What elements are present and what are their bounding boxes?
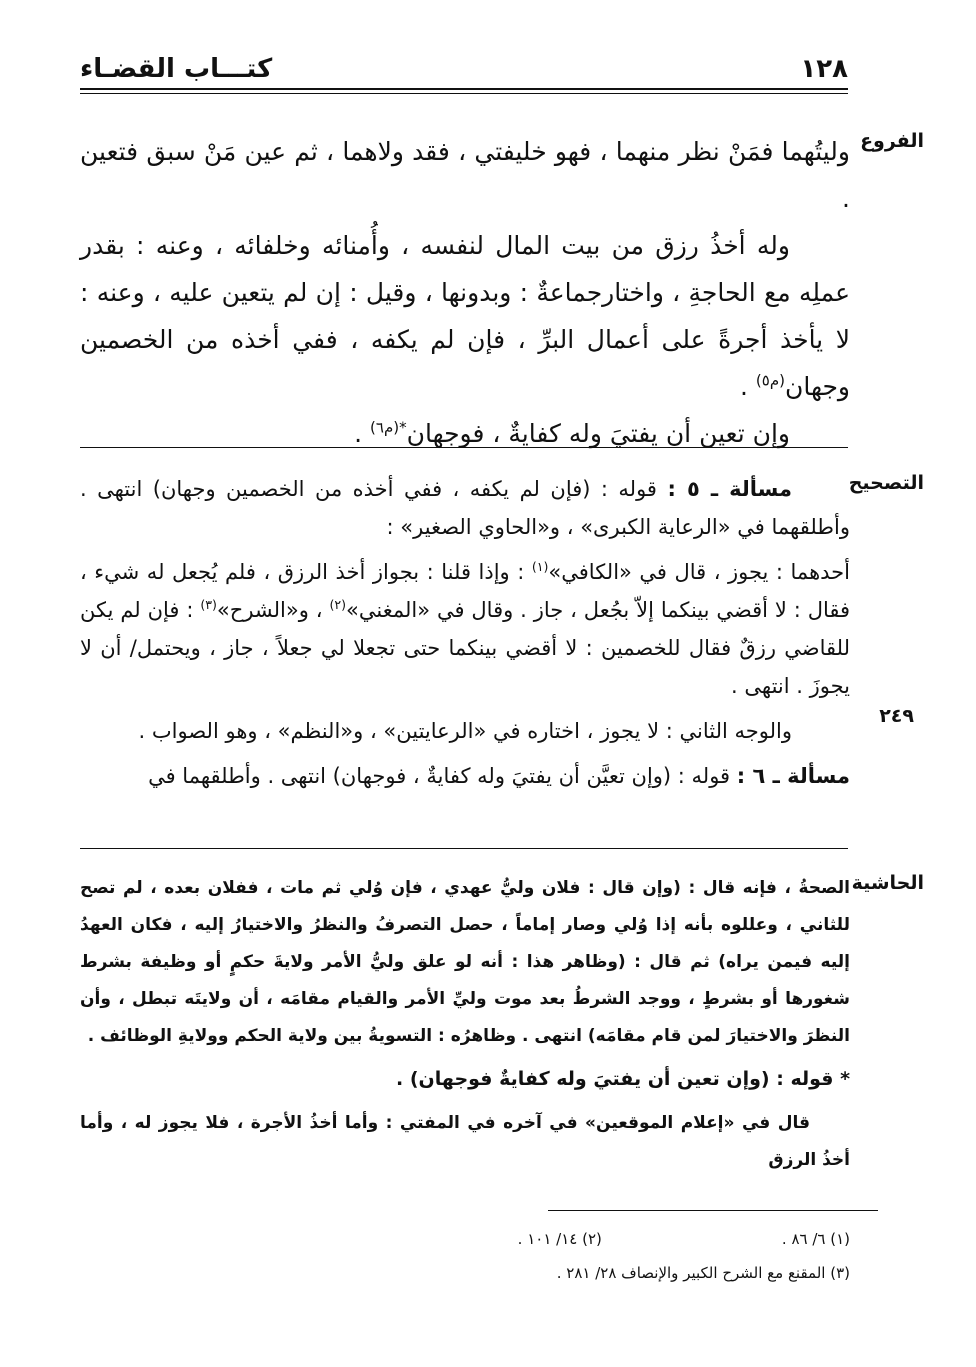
furu-paragraph-2-text: وله أخذُ رزق من بيت المال لنفسه ، وأُمنائه وخلفائه ، وعنه : بقدر عملِه مع الحاجةِ ، واختارجماعةٌ : وبدونها ، وقيل : إن لم يتعين عليه ، وعنه : لا يأخذ أجرةً على أعمال البرِّ ، فإن لم يكفه ، ففي أخذه من الخصمين وجهان bbox=[80, 231, 850, 401]
tashih-text bbox=[80, 470, 850, 802]
footnotes bbox=[80, 1222, 850, 1290]
furu-text bbox=[80, 128, 850, 457]
furu-paragraph-2 bbox=[80, 222, 850, 410]
page-header bbox=[80, 50, 848, 90]
tashih-paragraph-2-text-b: : وإذا قلنا : بجواز أخذ الرزق ، فلم يُجعل له شيء ، فقال : لا أقضي بينكما إلاّ بجُعل ، جاز . وقال في «المغني» bbox=[80, 560, 851, 622]
hashia-paragraph-2 bbox=[80, 1061, 850, 1099]
page-number: ١٢٨ bbox=[800, 54, 848, 84]
footnote-ref: (م٥) bbox=[755, 371, 785, 390]
tashih-paragraph-2 bbox=[80, 553, 850, 705]
hashia-paragraph-3: قال في «إعلام الموقعين» في آخره في المفتي : وأما أخذُ الأجرة ، فلا يجوز له ، وأما أخذُ الرزق bbox=[80, 1113, 850, 1170]
tashih-paragraph-4 bbox=[80, 757, 850, 795]
footnote-row bbox=[80, 1222, 850, 1256]
issue-label: مسألة ـ ٦ : bbox=[736, 764, 850, 788]
footnote-rule bbox=[548, 1210, 878, 1211]
manuscript-page-number: ٢٤٩ bbox=[879, 705, 914, 727]
section-divider bbox=[80, 447, 848, 448]
furu-paragraph-1: وليتُهما فمَنْ نظر منهما ، فهو خليفتي ، فقد ولاهما ، ثم عين مَنْ سبق فتعين . bbox=[80, 137, 850, 213]
header-rule bbox=[80, 88, 848, 94]
tashih-paragraph-2-text-c: ، و«الشرح» bbox=[216, 598, 330, 622]
footnote-ref: (٢) bbox=[329, 597, 347, 612]
section-divider bbox=[80, 848, 848, 849]
hashia-quote: * قوله : (وإن تعين أن يفتيَ وله كفايةٌ فوجهان) . bbox=[396, 1068, 850, 1090]
margin-label-hashia: الحاشية bbox=[851, 872, 924, 894]
footnote-ref: (٣) bbox=[200, 597, 217, 612]
footnote-row bbox=[80, 1256, 850, 1290]
hashia-paragraph-1: الصحةُ ، فإنه قال : (وإن قال : فلان وليُّ عهدي ، فإن وُلي ثم مات ، ففلان بعده ، لم تصح للثاني ، وعللوه بأنه إذا وُلي وصار إماماً ، حصل التصرفُ والنظرُ والاختيارُ إليه ، فكان العهدُ إليه فيمن يراه) ثم قال : (وظاهر هذا : أنه لو علق وليُّ الأمر ولايةَ حكمٍ أو وظيفة بشرط شغورها أو بشرطٍ ، ووجد الشرطُ بعد موت وليِّ الأمر والقيام مقامَه ، أن ولايتَه تبطل ، وأن النظرَ والاختيارَ لمن قام مقامَه) انتهى . وظاهرُه : التسويةُ بين ولاية الحكم وولايةِ الوظائف . bbox=[80, 878, 850, 1046]
footnote-3: (٣) المقنع مع الشرح الكبير والإنصاف ٢٨/ ٢٨١ . bbox=[556, 1264, 850, 1282]
furu-paragraph-3-text: وإن تعين أن يفتيَ وله كفايةٌ ، فوجهان bbox=[406, 419, 790, 448]
furu-paragraph-3 bbox=[80, 410, 850, 457]
margin-label-furu: الفروع bbox=[860, 130, 924, 152]
margin-label-tashih: التصحيح bbox=[848, 472, 924, 494]
tashih-paragraph-4-text: قوله : (وإن تعيَّن أن يفتيَ وله كفايةٌ ، فوجهان) انتهى . وأطلقهما في bbox=[148, 764, 737, 788]
tashih-paragraph-3: والوجه الثاني : لا يجوز ، اختاره في «الرعايتين» ، و«النظم» ، وهو الصواب . bbox=[138, 719, 792, 743]
tashih-paragraph-2-text-a: أحدهما : يجوز ، قال في «الكافي» bbox=[548, 560, 850, 584]
hashia-text bbox=[80, 870, 850, 1179]
footnote-2: (٢) ١٤/ ١٠١ . bbox=[517, 1230, 602, 1248]
tashih-paragraph-2-text-d: : فإن لم يكن للقاضي رزقٌ فقال للخصمين : لا أقضي بينكما حتى تجعلا لي جعلاً ، جاز ، ويحتمل/ أن لا يجوزَ . انتهى . bbox=[80, 598, 850, 698]
tashih-paragraph-1-text: قوله : (فإن لم يكفه ، ففي أخذه من الخصمين وجهان) انتهى . وأطلقهما في «الرعاية الكبرى» ، و«الحاوي الصغير» : bbox=[80, 477, 850, 539]
issue-label: مسألة ـ ٥ : bbox=[667, 477, 792, 501]
tashih-paragraph-1 bbox=[80, 470, 850, 546]
book-title: كتـــاب القضـاء bbox=[80, 54, 273, 84]
footnote-ref: *(م٦) bbox=[370, 418, 407, 437]
furu-paragraph-2-end: . bbox=[740, 372, 756, 401]
furu-paragraph-3-end: . bbox=[354, 419, 371, 448]
footnote-1: (١) ٦/ ٨٦ . bbox=[781, 1230, 850, 1248]
footnote-ref: (١) bbox=[531, 559, 549, 574]
